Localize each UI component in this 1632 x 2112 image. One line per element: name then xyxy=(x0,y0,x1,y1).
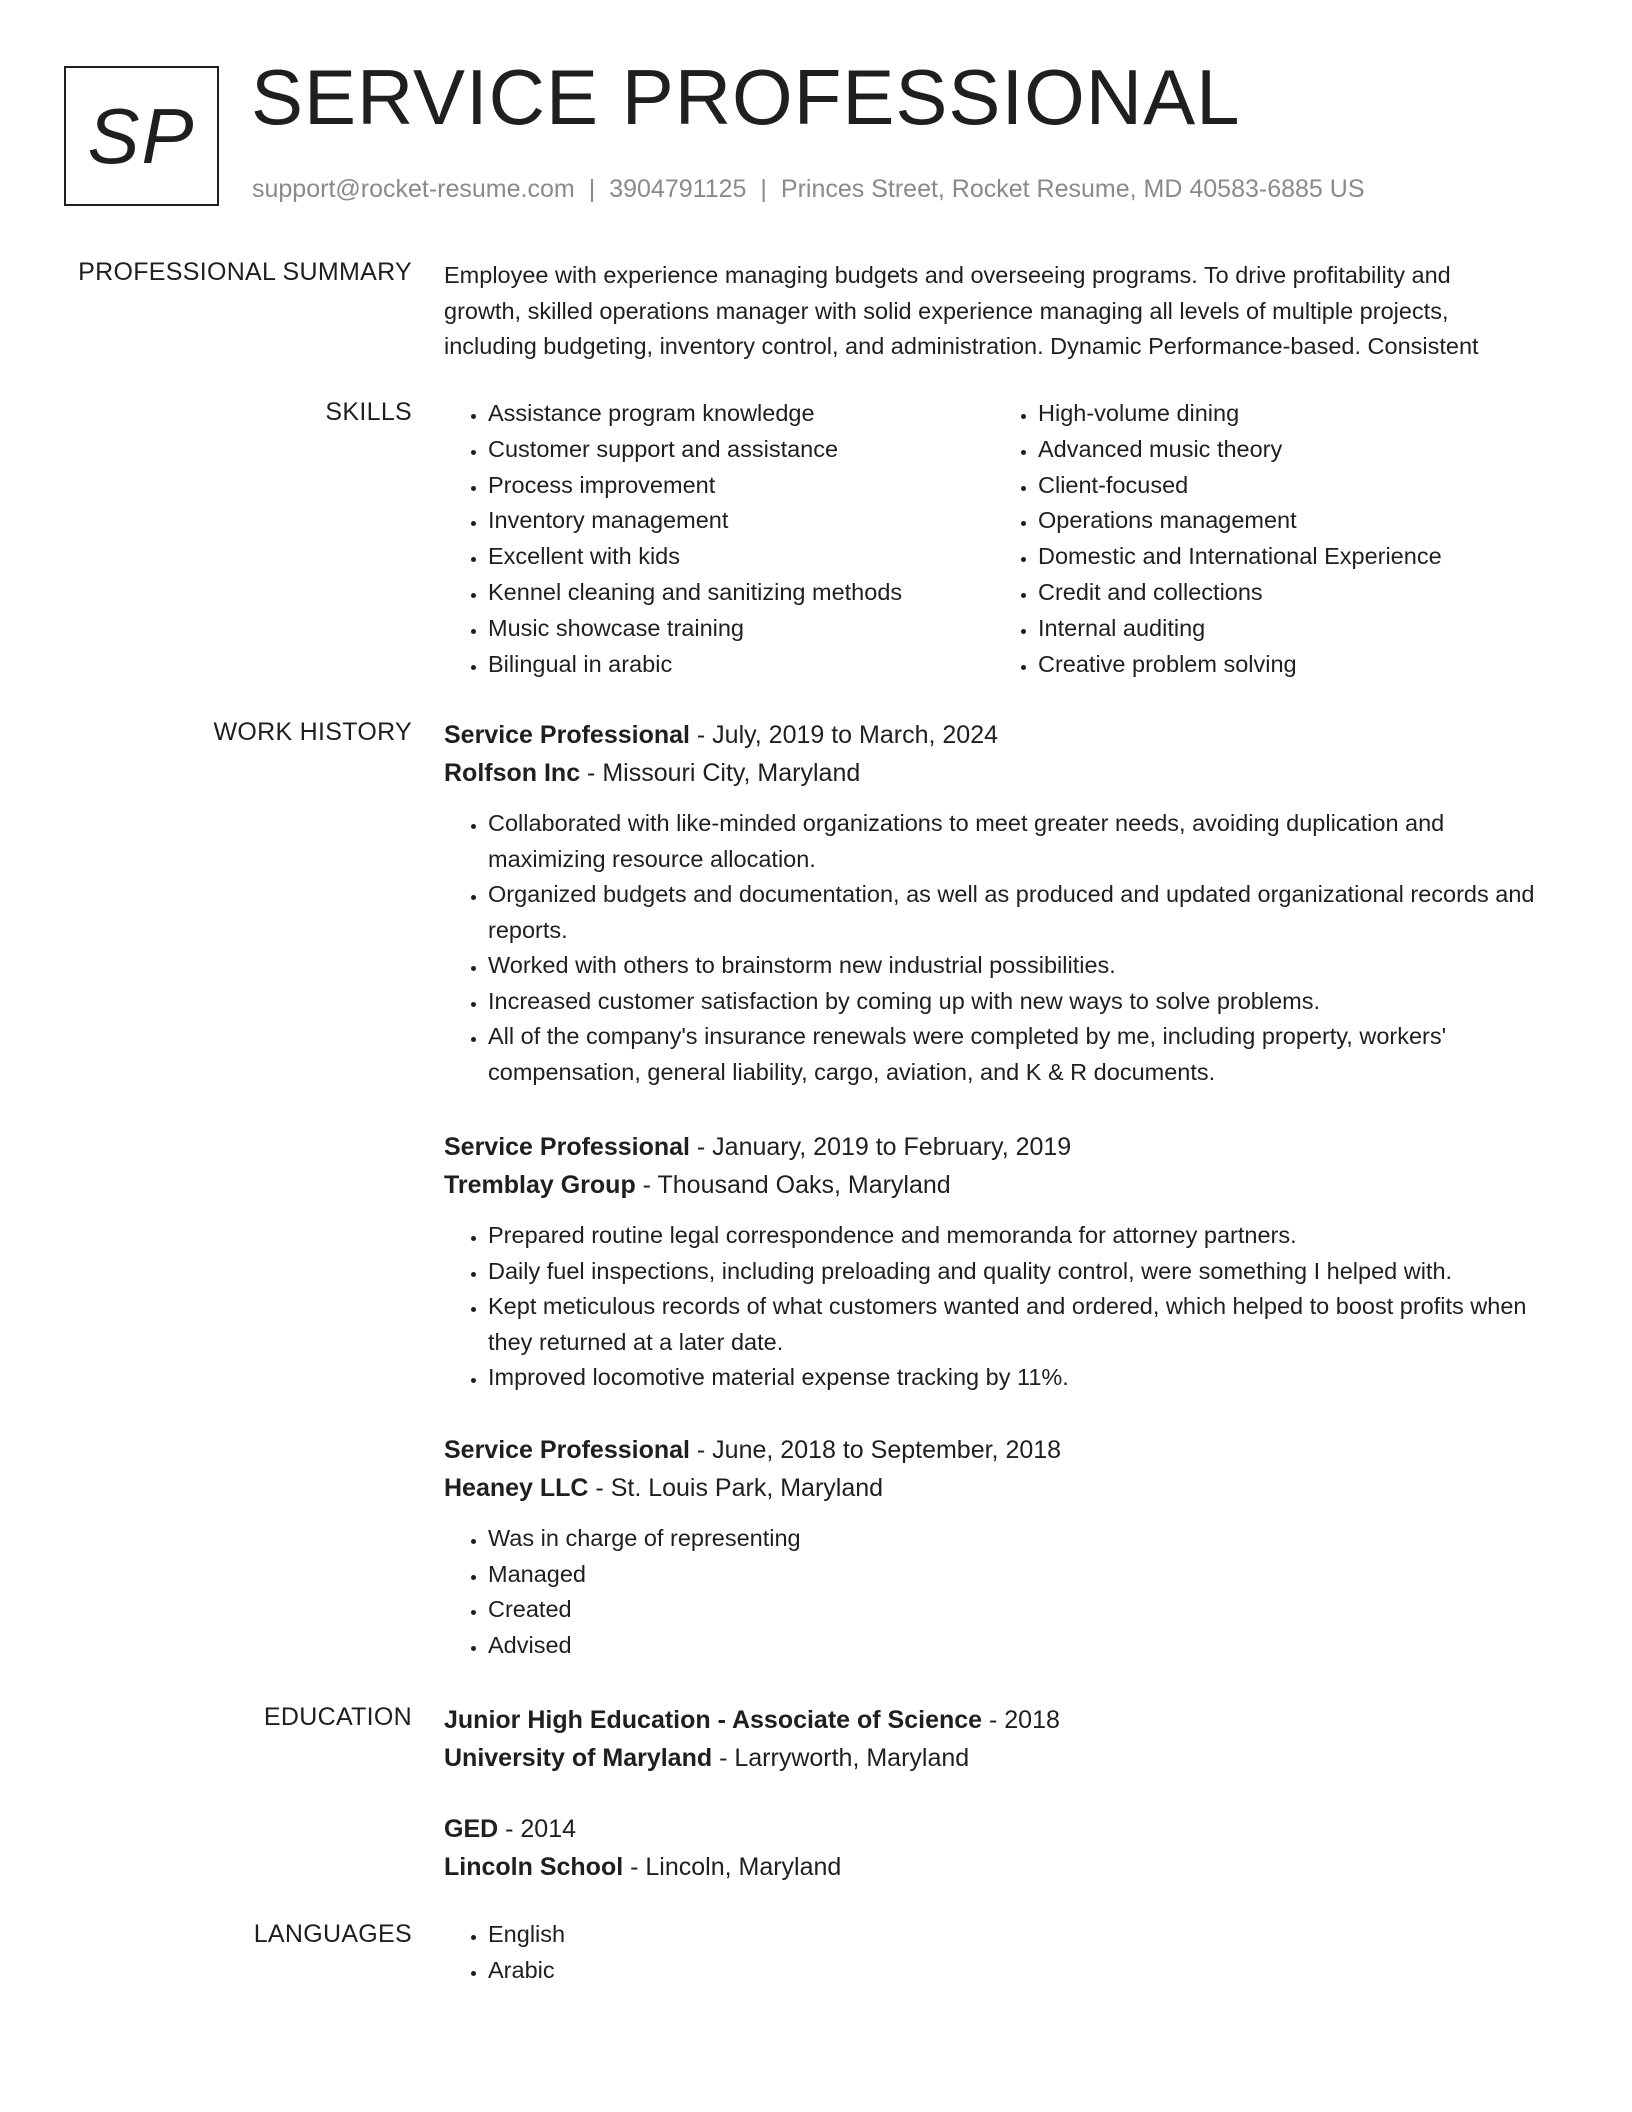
monogram-initials: SP xyxy=(87,91,196,180)
contact-line xyxy=(252,175,1365,204)
skill-item: • Kennel cleaning and sanitizing methods xyxy=(488,575,994,611)
skill-item: • Music showcase training xyxy=(488,611,994,647)
job-title: Service Professional xyxy=(444,1133,690,1161)
job-bullet: • Was in charge of representing xyxy=(488,1521,1554,1557)
monogram-box xyxy=(64,66,219,206)
skill-item: • Process improvement xyxy=(488,468,994,504)
work-entry xyxy=(444,716,1554,1090)
candidate-name: SERVICE PROFESSIONAL xyxy=(251,53,1241,141)
job-location: - St. Louis Park, Maryland xyxy=(588,1474,884,1502)
summary-line: Employee with experience managing budgets and overseeing programs. To drive profitability and xyxy=(444,262,1451,288)
job-title: Service Professional xyxy=(444,721,690,749)
job-bullet: • Organized budgets and documentation, as well as produced and updated organizational records and reports. xyxy=(488,877,1554,948)
section-label-work-history: WORK HISTORY xyxy=(213,718,412,746)
job-company: Heaney LLC xyxy=(444,1474,589,1502)
job-bullets xyxy=(444,1218,1554,1396)
education-degree-line xyxy=(444,1810,841,1848)
job-bullet: • Improved locomotive material expense tracking by 11%. xyxy=(488,1360,1554,1396)
job-bullet: • Increased customer satisfaction by coming up with new ways to solve problems. xyxy=(488,984,1554,1020)
summary-line: growth, skilled operations manager with solid experience managing all levels of multiple projects, xyxy=(444,297,1449,324)
job-title-line xyxy=(444,716,1554,754)
skill-item: • Excellent with kids xyxy=(488,539,994,575)
education-location: - Larryworth, Maryland xyxy=(712,1744,970,1772)
education-degree: Junior High Education - Associate of Science xyxy=(444,1706,983,1734)
skill-item: • Creative problem solving xyxy=(1038,647,1544,683)
skill-item: • Inventory management xyxy=(488,503,994,539)
summary-text xyxy=(444,258,1544,365)
education-year: - 2014 xyxy=(498,1815,577,1843)
skill-item: • Client-focused xyxy=(1038,468,1544,504)
education-entry xyxy=(444,1810,841,1886)
job-title-line xyxy=(444,1431,1554,1469)
section-label-skills: SKILLS xyxy=(325,398,412,426)
job-company: Rolfson Inc xyxy=(444,759,581,787)
job-bullet: • Created xyxy=(488,1592,1554,1628)
job-company-line xyxy=(444,754,1554,792)
job-bullet: • Collaborated with like-minded organizations to meet greater needs, avoiding duplication and maximizing resource allocation. xyxy=(488,806,1554,877)
contact-email: support@rocket-resume.com xyxy=(252,175,575,203)
job-dates: - January, 2019 to February, 2019 xyxy=(689,1133,1072,1161)
job-location: - Missouri City, Maryland xyxy=(580,759,861,787)
education-school: University of Maryland xyxy=(444,1744,713,1772)
work-entry xyxy=(444,1431,1554,1663)
job-bullet: • Daily fuel inspections, including preloading and quality control, were something I helped with. xyxy=(488,1254,1554,1290)
summary-line: including budgeting, inventory control, and administration. Dynamic Performance-based. Consistent xyxy=(444,333,1479,359)
languages-list xyxy=(444,1917,1544,1988)
education-entry xyxy=(444,1701,1060,1777)
skill-item: • Credit and collections xyxy=(1038,575,1544,611)
skills-list xyxy=(444,396,1544,682)
skill-item: • Domestic and International Experience xyxy=(1038,539,1544,575)
language-item: • English xyxy=(488,1917,1544,1953)
job-bullet: • Prepared routine legal correspondence and memoranda for attorney partners. xyxy=(488,1218,1554,1254)
job-bullet: • All of the company's insurance renewals were completed by me, including property, workers' compensation, general liability, cargo, aviation, and K & R documents. xyxy=(488,1019,1554,1090)
skill-item: • Assistance program knowledge xyxy=(488,396,994,432)
language-item: • Arabic xyxy=(488,1953,1544,1989)
job-title-line xyxy=(444,1128,1554,1166)
skill-item: • Advanced music theory xyxy=(1038,432,1544,468)
job-company-line xyxy=(444,1166,1554,1204)
education-year: - 2018 xyxy=(982,1706,1060,1734)
section-label-summary: PROFESSIONAL SUMMARY xyxy=(78,258,412,286)
job-bullet: • Advised xyxy=(488,1628,1554,1664)
education-degree-line xyxy=(444,1701,1060,1739)
job-location: - Thousand Oaks, Maryland xyxy=(635,1171,951,1199)
job-company: Tremblay Group xyxy=(444,1171,636,1199)
job-bullet: • Worked with others to brainstorm new industrial possibilities. xyxy=(488,948,1554,984)
skill-item: • Internal auditing xyxy=(1038,611,1544,647)
contact-phone: 3904791125 xyxy=(609,175,747,203)
education-location: - Lincoln, Maryland xyxy=(623,1853,842,1881)
education-degree: GED xyxy=(444,1815,499,1843)
skill-item: • Customer support and assistance xyxy=(488,432,994,468)
contact-separator: | xyxy=(760,175,767,203)
education-school-line xyxy=(444,1848,841,1886)
languages-bullets xyxy=(444,1917,1544,1988)
contact-separator: | xyxy=(588,175,596,203)
job-title: Service Professional xyxy=(444,1436,690,1464)
job-dates: - July, 2019 to March, 2024 xyxy=(689,721,999,749)
job-bullet: • Managed xyxy=(488,1557,1554,1593)
education-school: Lincoln School xyxy=(444,1853,624,1881)
section-label-languages: LANGUAGES xyxy=(253,1920,412,1948)
contact-address: Princes Street, Rocket Resume, MD 40583-6885 US xyxy=(780,175,1365,203)
section-label-education: EDUCATION xyxy=(263,1703,412,1731)
job-bullets xyxy=(444,806,1554,1090)
skills-column-left xyxy=(444,396,994,682)
job-bullet: • Kept meticulous records of what customers wanted and ordered, which helped to boost profits when they returned at a later date. xyxy=(488,1289,1554,1360)
work-entry xyxy=(444,1128,1554,1396)
education-school-line xyxy=(444,1739,1060,1777)
job-dates: - June, 2018 to September, 2018 xyxy=(689,1436,1062,1464)
skill-item: • Operations management xyxy=(1038,503,1544,539)
job-bullets xyxy=(444,1521,1554,1663)
skills-column-right xyxy=(994,396,1544,682)
skill-item: • High-volume dining xyxy=(1038,396,1544,432)
skill-item: • Bilingual in arabic xyxy=(488,647,994,683)
job-company-line xyxy=(444,1469,1554,1507)
